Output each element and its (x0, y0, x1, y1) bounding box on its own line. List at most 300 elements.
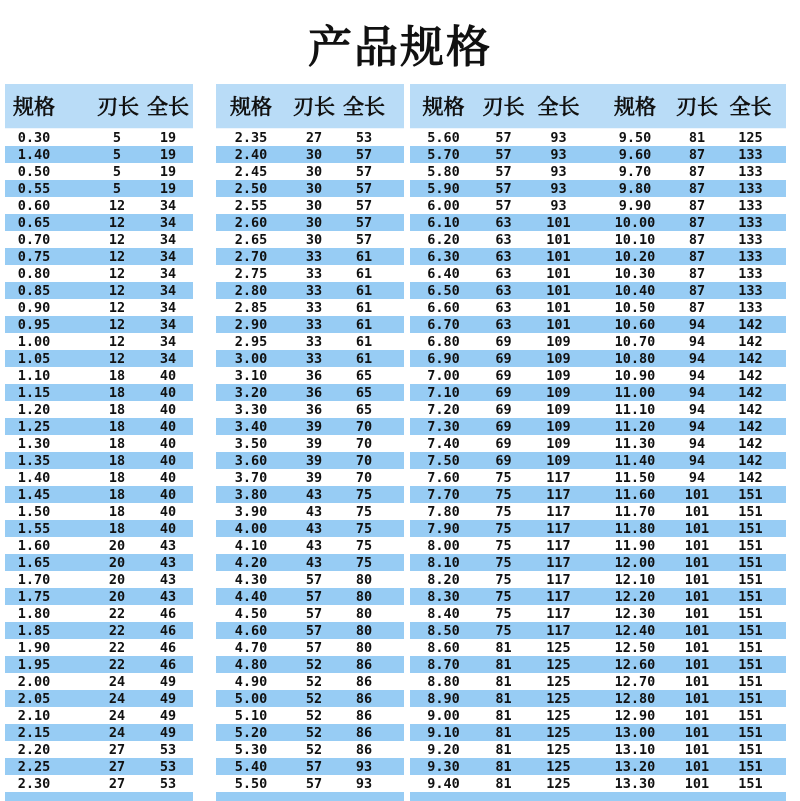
cell-blade-length: 12 (108, 197, 126, 214)
table-row (410, 639, 598, 656)
cell-spec: 7.70 (427, 486, 460, 503)
cell-total-length: 34 (159, 350, 177, 367)
table-row (216, 265, 404, 282)
cell-total-length: 151 (738, 707, 763, 724)
cell-spec: 5.40 (234, 758, 268, 775)
cell-blade-length: 52 (305, 741, 323, 758)
cell-blade-length: 5 (112, 146, 122, 163)
cell-blade-length: 75 (495, 571, 512, 588)
table-row (598, 418, 786, 435)
table-row (5, 435, 193, 452)
cell-blade-length: 75 (495, 622, 512, 639)
cell-spec: 4.40 (234, 588, 268, 605)
cell-spec: 3.60 (234, 452, 268, 469)
table-row (216, 163, 404, 180)
cell-blade-length: 75 (495, 503, 512, 520)
cell-total-length: 101 (546, 214, 571, 231)
header-spec: 规格 (13, 95, 55, 119)
cell-spec: 10.80 (614, 350, 656, 367)
cell-spec: 1.10 (17, 367, 51, 384)
cell-total-length: 117 (546, 469, 571, 486)
table-row (410, 333, 598, 350)
table-row (410, 758, 598, 775)
cell-blade-length: 101 (684, 588, 710, 605)
cell-total-length: 40 (159, 486, 177, 503)
table-row (598, 231, 786, 248)
cell-blade-length: 63 (495, 231, 512, 248)
table-row (5, 214, 193, 231)
cell-spec: 10.00 (614, 214, 656, 231)
cell-spec: 8.30 (427, 588, 460, 605)
cell-total-length: 142 (738, 367, 763, 384)
cell-spec: 4.80 (234, 656, 268, 673)
cell-blade-length: 20 (108, 571, 126, 588)
cell-total-length: 43 (159, 554, 177, 571)
cell-blade-length: 52 (305, 724, 323, 741)
cell-blade-length: 81 (495, 639, 512, 656)
table-row (216, 401, 404, 418)
cell-blade-length: 63 (495, 214, 512, 231)
cell-blade-length: 69 (495, 333, 512, 350)
header-total-length: 全长 (147, 95, 189, 119)
cell-total-length: 125 (546, 775, 571, 792)
cell-blade-length: 94 (688, 367, 706, 384)
cell-total-length: 80 (355, 622, 373, 639)
cell-blade-length: 94 (688, 435, 706, 452)
cell-total-length: 117 (546, 486, 571, 503)
cell-total-length: 93 (550, 197, 567, 214)
cell-blade-length: 101 (684, 673, 710, 690)
cell-spec: 7.40 (427, 435, 460, 452)
cell-blade-length: 101 (684, 571, 710, 588)
cell-total-length: 86 (355, 741, 373, 758)
cell-total-length: 125 (546, 690, 571, 707)
cell-total-length: 117 (546, 622, 571, 639)
cell-spec: 5.20 (234, 724, 268, 741)
table-row (5, 163, 193, 180)
table-row (410, 656, 598, 673)
spec-table-2 (216, 84, 404, 800)
cell-spec: 5.80 (427, 163, 460, 180)
cell-blade-length: 33 (305, 265, 323, 282)
table-header (598, 84, 786, 128)
cell-blade-length: 52 (305, 690, 323, 707)
cell-total-length: 133 (738, 214, 763, 231)
table-row (410, 367, 598, 384)
cell-spec: 10.20 (614, 248, 656, 265)
cell-blade-length: 12 (108, 214, 126, 231)
table-row (410, 282, 598, 299)
cell-spec: 12.10 (614, 571, 656, 588)
cell-total-length: 86 (355, 673, 373, 690)
cell-total-length: 43 (159, 588, 177, 605)
table-row (598, 656, 786, 673)
table-row (5, 622, 193, 639)
cell-spec: 10.50 (614, 299, 656, 316)
cell-spec: 10.30 (614, 265, 656, 282)
cell-spec: 4.70 (234, 639, 268, 656)
table-row (5, 452, 193, 469)
cell-total-length: 46 (159, 622, 177, 639)
cell-total-length: 61 (355, 350, 373, 367)
cell-blade-length: 57 (495, 197, 512, 214)
cell-blade-length: 43 (305, 554, 323, 571)
cell-total-length: 34 (159, 333, 177, 350)
table-row (598, 452, 786, 469)
cell-spec: 9.50 (618, 129, 652, 146)
table-row (598, 537, 786, 554)
cell-total-length: 133 (738, 197, 763, 214)
cell-spec: 5.00 (234, 690, 268, 707)
cell-spec: 0.70 (17, 231, 51, 248)
cell-total-length: 34 (159, 316, 177, 333)
header-blade-length: 刃长 (482, 95, 525, 119)
table-row (5, 418, 193, 435)
table-row (216, 486, 404, 503)
table-row (598, 673, 786, 690)
cell-spec: 2.50 (234, 180, 268, 197)
cell-spec: 4.10 (234, 537, 268, 554)
cell-blade-length: 33 (305, 299, 323, 316)
table-row (410, 520, 598, 537)
cell-spec: 5.10 (234, 707, 268, 724)
cell-total-length: 61 (355, 265, 373, 282)
cell-blade-length: 87 (688, 163, 706, 180)
cell-blade-length: 12 (108, 350, 126, 367)
table-row (598, 707, 786, 724)
header-blade-length: 刃长 (97, 95, 139, 119)
cell-total-length: 117 (546, 537, 571, 554)
table-row (410, 265, 598, 282)
cell-spec: 1.90 (17, 639, 51, 656)
table-row (216, 605, 404, 622)
table-row (216, 316, 404, 333)
cell-blade-length: 94 (688, 333, 706, 350)
cell-blade-length: 81 (495, 741, 512, 758)
cell-spec: 4.30 (234, 571, 268, 588)
table-row (598, 367, 786, 384)
cell-spec: 8.50 (427, 622, 460, 639)
table-row (216, 537, 404, 554)
cell-spec: 0.55 (17, 180, 51, 197)
table-row (5, 129, 193, 146)
cell-total-length: 142 (738, 435, 763, 452)
cell-total-length: 61 (355, 299, 373, 316)
cell-total-length: 101 (546, 248, 571, 265)
cell-blade-length: 18 (108, 503, 126, 520)
cell-blade-length: 94 (688, 452, 706, 469)
cell-spec: 1.75 (17, 588, 51, 605)
table-row (216, 775, 404, 792)
cell-total-length: 151 (738, 758, 763, 775)
cell-total-length: 40 (159, 384, 177, 401)
cell-spec: 6.80 (427, 333, 460, 350)
cell-blade-length: 57 (495, 129, 512, 146)
table-row (5, 180, 193, 197)
cell-spec: 0.75 (17, 248, 51, 265)
cell-spec: 1.50 (17, 503, 51, 520)
cell-blade-length: 18 (108, 367, 126, 384)
cell-blade-length: 39 (305, 452, 323, 469)
cell-total-length: 75 (355, 503, 373, 520)
table-row (598, 129, 786, 146)
cell-blade-length: 33 (305, 350, 323, 367)
table-row (598, 163, 786, 180)
cell-spec: 1.15 (17, 384, 51, 401)
cell-blade-length: 52 (305, 707, 323, 724)
table-row (216, 503, 404, 520)
cell-total-length: 49 (159, 690, 177, 707)
table-row (410, 554, 598, 571)
cell-total-length: 151 (738, 656, 763, 673)
cell-blade-length: 57 (495, 146, 512, 163)
table-row (216, 588, 404, 605)
header-blade-length: 刃长 (293, 95, 335, 119)
table-row (410, 299, 598, 316)
table-row (598, 214, 786, 231)
cell-spec: 3.40 (234, 418, 268, 435)
table-row (598, 469, 786, 486)
cell-total-length: 34 (159, 265, 177, 282)
cell-blade-length: 69 (495, 384, 512, 401)
cell-spec: 6.70 (427, 316, 460, 333)
cell-blade-length: 101 (684, 707, 710, 724)
table-row (216, 367, 404, 384)
cell-spec: 2.70 (234, 248, 268, 265)
cell-spec: 11.80 (614, 520, 656, 537)
cell-spec: 13.10 (614, 741, 656, 758)
cell-total-length: 109 (546, 333, 571, 350)
cell-total-length: 70 (355, 418, 373, 435)
cell-spec: 3.50 (234, 435, 268, 452)
cell-blade-length: 24 (108, 690, 126, 707)
cell-total-length: 80 (355, 605, 373, 622)
cell-spec: 7.80 (427, 503, 460, 520)
cell-blade-length: 81 (495, 775, 512, 792)
cell-total-length: 142 (738, 469, 763, 486)
cell-total-length: 151 (738, 775, 763, 792)
cell-spec: 9.10 (427, 724, 460, 741)
cell-total-length: 133 (738, 248, 763, 265)
cell-blade-length: 12 (108, 333, 126, 350)
cell-blade-length: 75 (495, 520, 512, 537)
cell-spec: 1.65 (17, 554, 51, 571)
cell-total-length: 93 (550, 146, 567, 163)
cell-total-length: 49 (159, 673, 177, 690)
cell-blade-length: 33 (305, 333, 323, 350)
table-row (410, 503, 598, 520)
cell-total-length: 53 (159, 741, 177, 758)
cell-spec: 9.80 (618, 180, 652, 197)
cell-spec: 1.85 (17, 622, 51, 639)
cell-spec: 11.00 (614, 384, 656, 401)
cell-spec: 6.10 (427, 214, 460, 231)
cell-total-length: 133 (738, 299, 763, 316)
cell-total-length: 142 (738, 316, 763, 333)
cell-spec: 5.50 (234, 775, 268, 792)
cell-blade-length: 27 (108, 775, 126, 792)
cell-total-length: 46 (159, 639, 177, 656)
cell-blade-length: 57 (305, 571, 323, 588)
cell-total-length: 40 (159, 452, 177, 469)
table-row (216, 384, 404, 401)
cell-spec: 10.40 (614, 282, 656, 299)
cell-spec: 6.50 (427, 282, 460, 299)
table-row (410, 605, 598, 622)
cell-spec: 11.30 (614, 435, 656, 452)
cell-spec: 0.85 (17, 282, 51, 299)
cell-blade-length: 69 (495, 452, 512, 469)
table-row (598, 282, 786, 299)
cell-total-length: 117 (546, 503, 571, 520)
cell-blade-length: 101 (684, 486, 710, 503)
table-row (410, 146, 598, 163)
table-row (5, 571, 193, 588)
table-row (5, 282, 193, 299)
table-row (5, 775, 193, 792)
table-row (216, 214, 404, 231)
table-row (216, 129, 404, 146)
table-row (598, 503, 786, 520)
table-row (598, 146, 786, 163)
cell-total-length: 65 (355, 384, 373, 401)
cell-total-length: 19 (159, 146, 177, 163)
cell-spec: 9.00 (427, 707, 460, 724)
cell-total-length: 40 (159, 469, 177, 486)
cell-spec: 9.60 (618, 146, 652, 163)
table-row (5, 316, 193, 333)
cell-total-length: 70 (355, 452, 373, 469)
table-row (216, 231, 404, 248)
table-row (410, 741, 598, 758)
table-row (216, 554, 404, 571)
cell-spec: 2.75 (234, 265, 268, 282)
table-row (5, 333, 193, 350)
cell-blade-length: 87 (688, 180, 706, 197)
cell-spec: 11.40 (614, 452, 656, 469)
cell-blade-length: 94 (688, 418, 706, 435)
table-row (598, 316, 786, 333)
cell-total-length: 34 (159, 282, 177, 299)
cell-total-length: 142 (738, 418, 763, 435)
cell-total-length: 57 (355, 231, 373, 248)
table-row (5, 350, 193, 367)
table-row (216, 350, 404, 367)
header-total-length: 全长 (343, 95, 385, 119)
cell-total-length: 49 (159, 724, 177, 741)
cell-blade-length: 43 (305, 503, 323, 520)
cell-spec: 1.30 (17, 435, 51, 452)
table-row (598, 197, 786, 214)
cell-spec: 2.15 (17, 724, 51, 741)
cell-total-length: 117 (546, 588, 571, 605)
cell-spec: 12.30 (614, 605, 656, 622)
table-row (5, 741, 193, 758)
cell-blade-length: 18 (108, 486, 126, 503)
cell-blade-length: 81 (495, 707, 512, 724)
cell-spec: 10.10 (614, 231, 656, 248)
cell-spec: 3.20 (234, 384, 268, 401)
table-row (5, 673, 193, 690)
cell-spec: 12.60 (614, 656, 656, 673)
cell-total-length: 43 (159, 537, 177, 554)
cell-total-length: 65 (355, 401, 373, 418)
table-row (598, 622, 786, 639)
cell-blade-length: 63 (495, 316, 512, 333)
cell-blade-length: 22 (108, 639, 126, 656)
cell-total-length: 40 (159, 503, 177, 520)
cell-blade-length: 87 (688, 248, 706, 265)
table-row (598, 690, 786, 707)
cell-spec: 2.60 (234, 214, 268, 231)
table-row (5, 384, 193, 401)
cell-total-length: 142 (738, 384, 763, 401)
cell-blade-length: 52 (305, 673, 323, 690)
cell-spec: 0.95 (17, 316, 51, 333)
cell-blade-length: 57 (495, 163, 512, 180)
cell-spec: 1.20 (17, 401, 51, 418)
table-row (410, 486, 598, 503)
table-row (598, 180, 786, 197)
cell-total-length: 46 (159, 605, 177, 622)
cell-spec: 11.10 (614, 401, 656, 418)
cell-blade-length: 63 (495, 248, 512, 265)
cell-blade-length: 27 (305, 129, 323, 146)
cell-total-length: 86 (355, 690, 373, 707)
cell-blade-length: 101 (684, 622, 710, 639)
cell-total-length: 93 (355, 775, 373, 792)
cell-total-length: 19 (159, 129, 177, 146)
cell-spec: 2.20 (17, 741, 51, 758)
table-row (216, 656, 404, 673)
cell-blade-length: 12 (108, 282, 126, 299)
cell-spec: 2.25 (17, 758, 51, 775)
cell-total-length: 151 (738, 724, 763, 741)
cell-blade-length: 75 (495, 588, 512, 605)
table-row (410, 418, 598, 435)
table-row (410, 384, 598, 401)
table-row (598, 401, 786, 418)
cell-blade-length: 87 (688, 214, 706, 231)
cell-total-length: 61 (355, 282, 373, 299)
table-row (5, 758, 193, 775)
cell-total-length: 101 (546, 282, 571, 299)
cell-total-length: 65 (355, 367, 373, 384)
cell-blade-length: 18 (108, 384, 126, 401)
cell-spec: 9.90 (618, 197, 652, 214)
cell-blade-length: 101 (684, 537, 710, 554)
cell-total-length: 117 (546, 520, 571, 537)
cell-spec: 11.70 (614, 503, 656, 520)
table-row (410, 622, 598, 639)
cell-blade-length: 57 (495, 180, 512, 197)
cell-total-length: 151 (738, 622, 763, 639)
cell-blade-length: 12 (108, 265, 126, 282)
cell-spec: 12.70 (614, 673, 656, 690)
cell-blade-length: 30 (305, 231, 323, 248)
cell-spec: 2.45 (234, 163, 268, 180)
table-header (410, 84, 598, 128)
cell-total-length: 80 (355, 639, 373, 656)
table-row (216, 520, 404, 537)
table-row (5, 554, 193, 571)
cell-spec: 8.00 (427, 537, 460, 554)
table-row (5, 231, 193, 248)
cell-blade-length: 101 (684, 758, 710, 775)
cell-total-length: 93 (550, 180, 567, 197)
table-row (598, 299, 786, 316)
cell-total-length: 125 (546, 758, 571, 775)
